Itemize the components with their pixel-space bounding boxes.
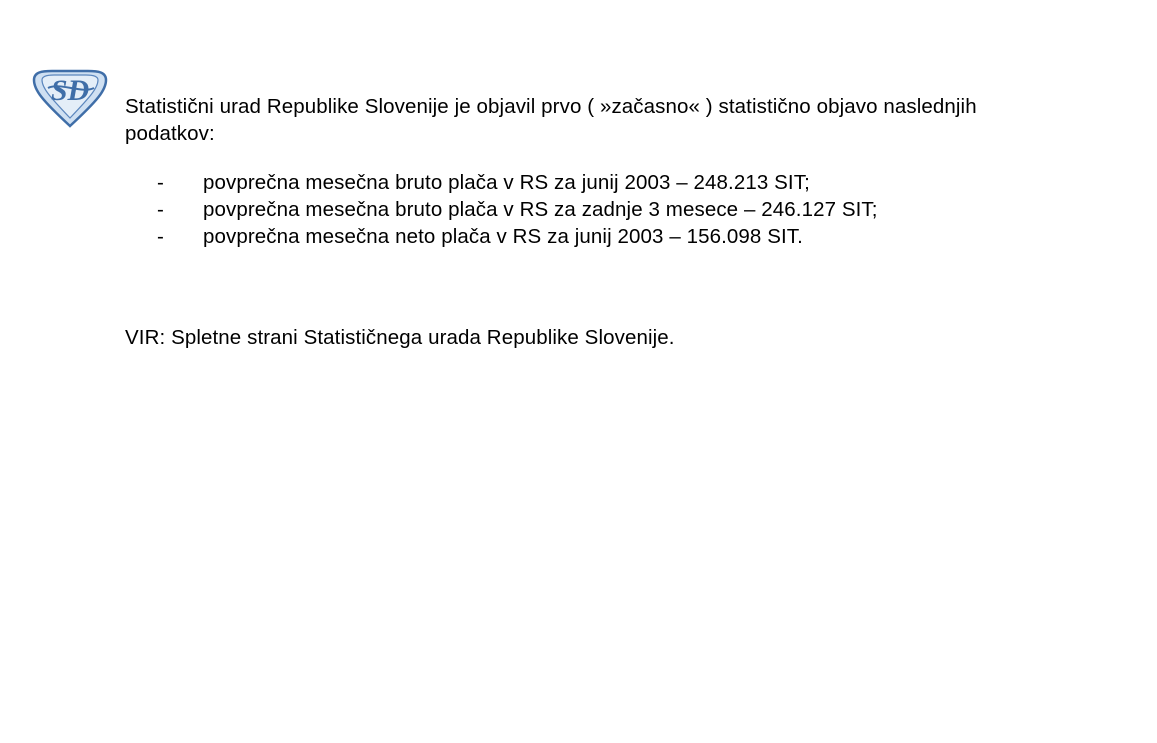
- bullet-marker: -: [157, 197, 164, 221]
- list-item: [157, 223, 1065, 250]
- bullet-marker: -: [157, 170, 164, 194]
- list-item-label: povprečna mesečna bruto plača v RS za junij 2003 – 248.213 SIT;: [203, 170, 810, 194]
- list-item: [157, 169, 1065, 196]
- bullet-list: [125, 169, 1065, 250]
- list-item: [157, 196, 1065, 223]
- svg-text:SD: SD: [50, 74, 90, 107]
- sd-shield-logo-icon: [28, 68, 112, 130]
- source-line: VIR: Spletne strani Statističnega urada Republike Slovenije.: [125, 325, 675, 349]
- list-item-label: povprečna mesečna bruto plača v RS za zadnje 3 mesece – 246.127 SIT;: [203, 197, 878, 221]
- intro-paragraph: Statistični urad Republike Slovenije je objavil prvo ( »začasno« ) statistično objavo naslednjih podatkov:: [125, 94, 977, 145]
- list-item-label: povprečna mesečna neto plača v RS za junij 2003 – 156.098 SIT.: [203, 224, 803, 248]
- bullet-marker: -: [157, 224, 164, 248]
- slide-content: [125, 72, 1065, 371]
